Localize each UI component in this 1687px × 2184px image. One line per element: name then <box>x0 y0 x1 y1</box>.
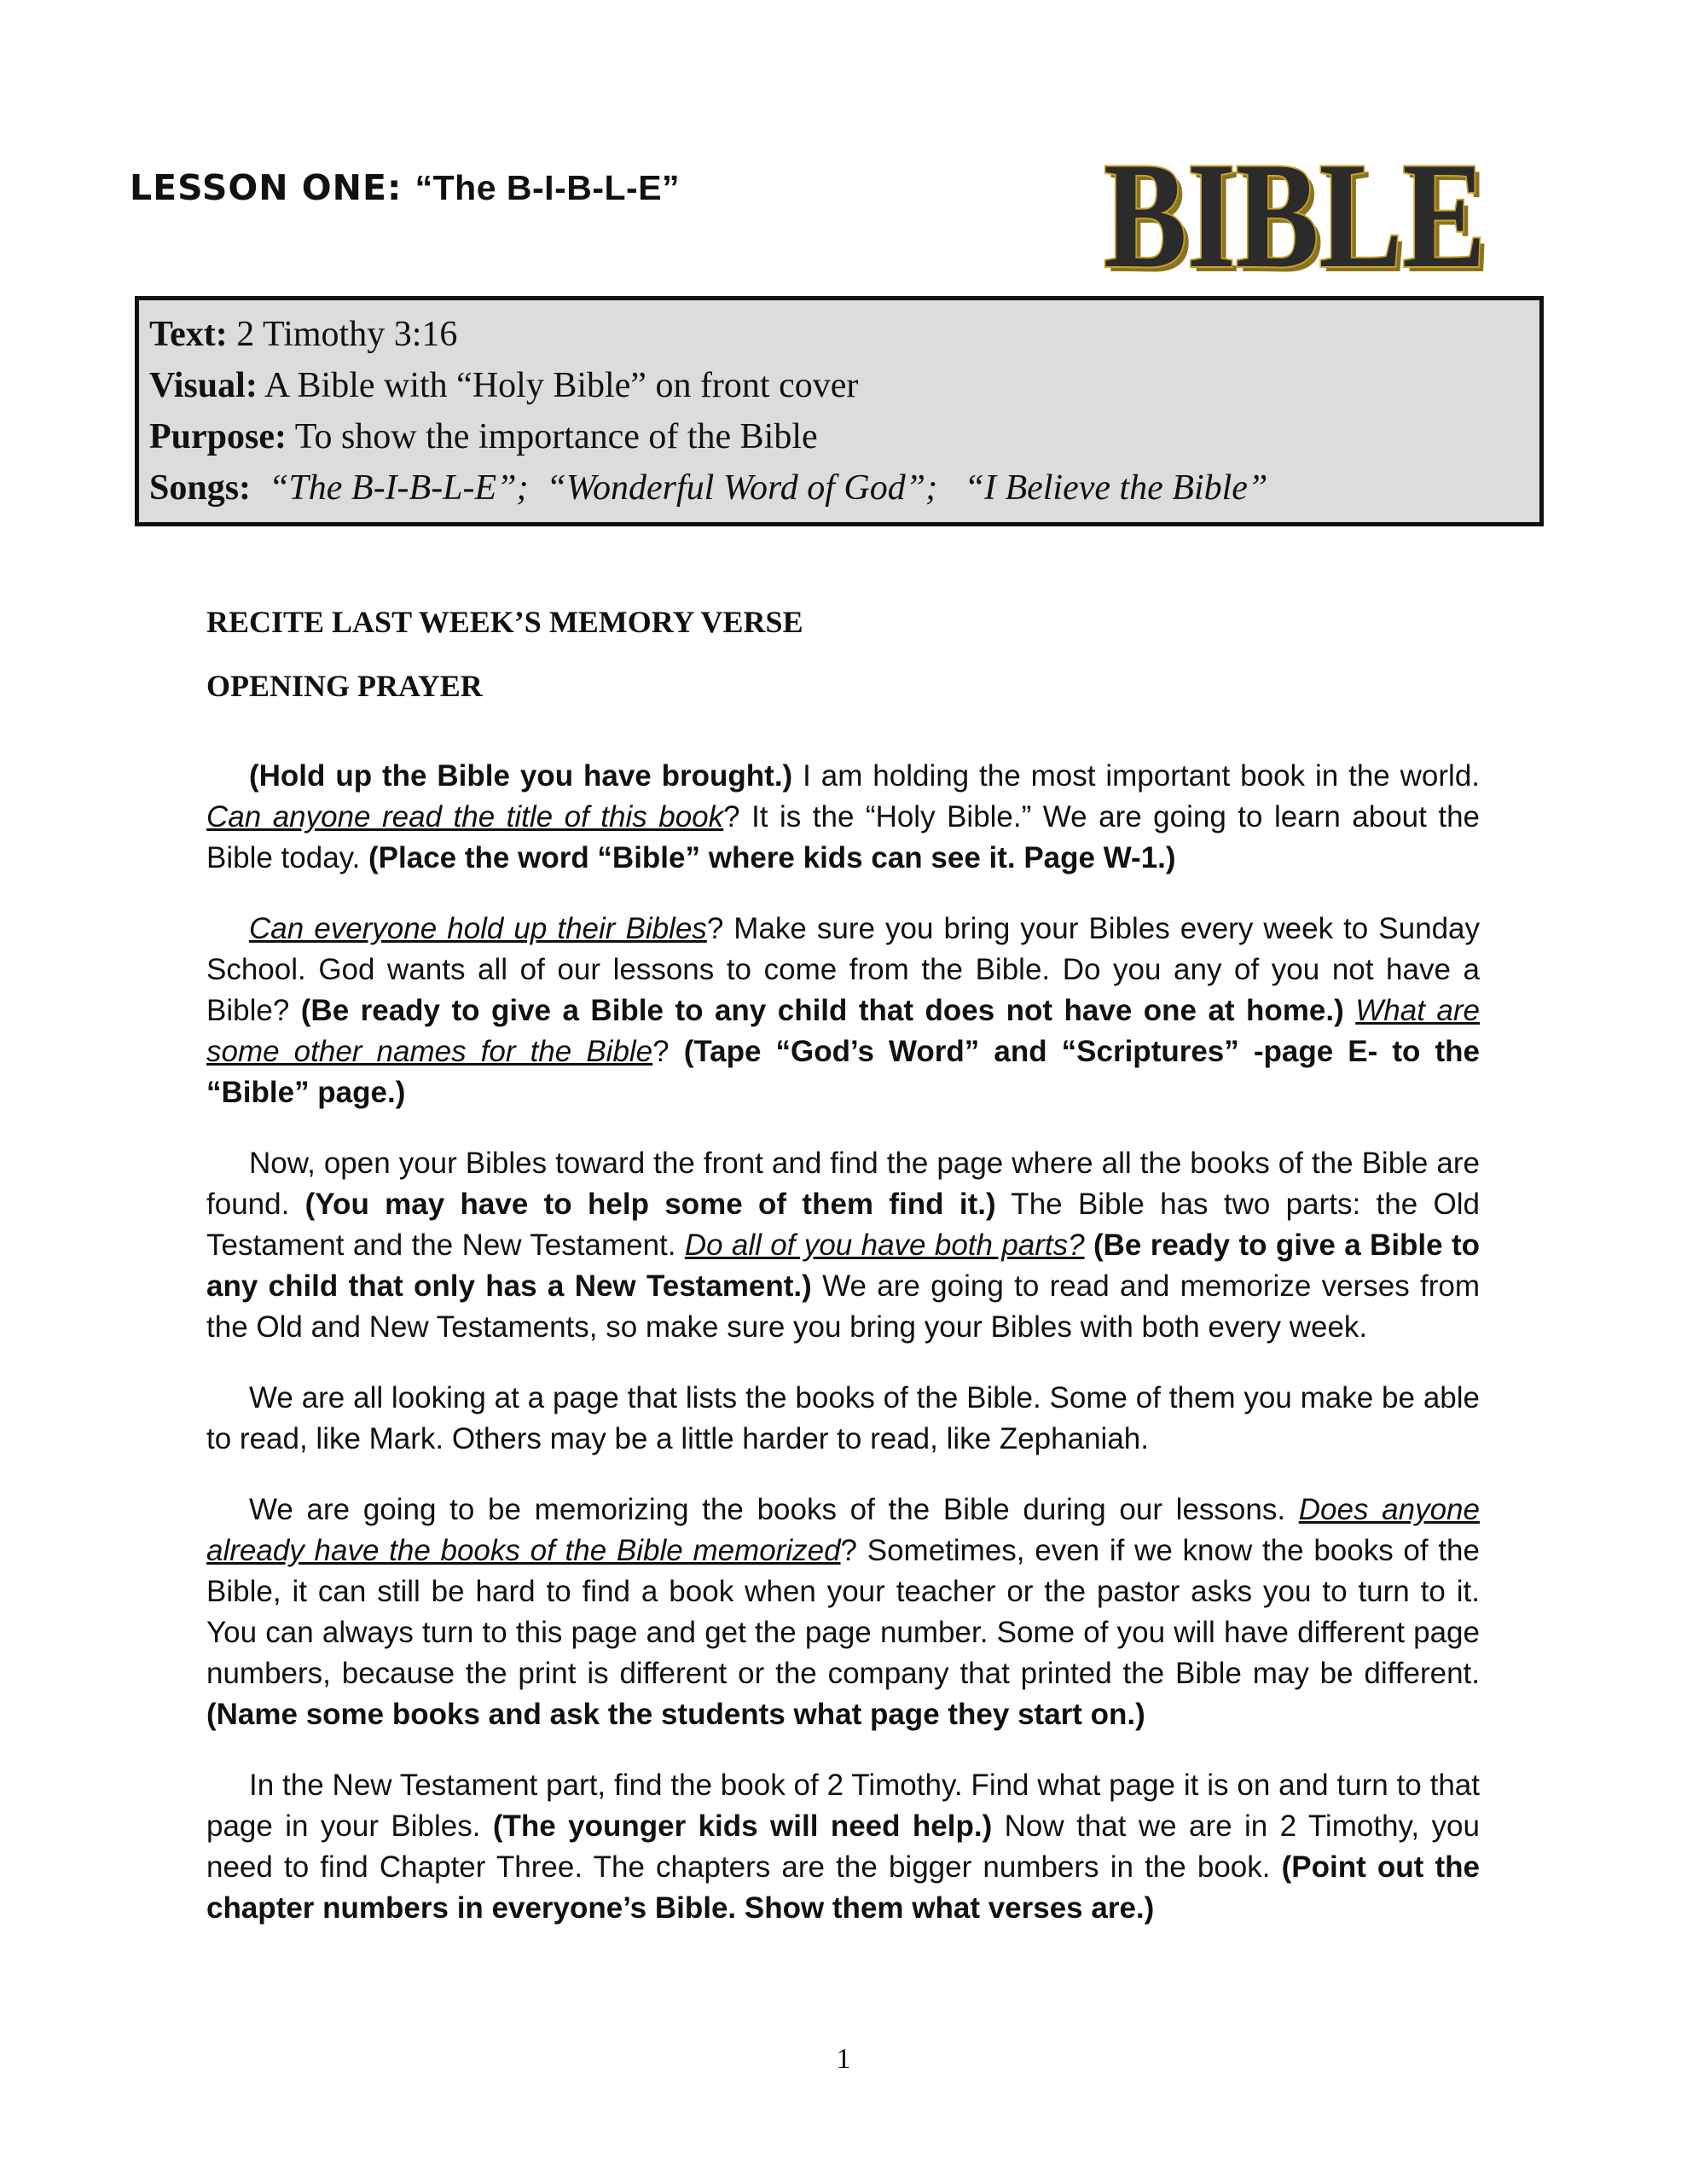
lesson-title-prefix: LESSON ONE: <box>130 167 415 208</box>
p2-text-2: ? <box>652 1035 684 1068</box>
paragraph-4 <box>206 1378 1480 1460</box>
paragraph-3 <box>206 1143 1480 1348</box>
p2-text: ? Make sure you bring your Bibles every week to Sunday School. God wants all of our lessons to come from the Bible. Do you any of you not have a Bible? <box>206 912 1480 1027</box>
p1-question: Can anyone read the title of this book <box>206 800 724 834</box>
paragraph-1 <box>206 756 1480 879</box>
p4-text: We are all looking at a page that lists the books of the Bible. Some of them you make be able to read, like Mark. Others may be a little harder to read, like Zephaniah. <box>206 1381 1480 1455</box>
info-text-value: 2 Timothy 3:16 <box>227 315 458 354</box>
p5-instruction: (Name some books and ask the students what page they start on.) <box>206 1698 1145 1731</box>
bible-logo-shadow: BIBLE <box>1109 136 1491 282</box>
p6-text: In the New Testament part, find the book of 2 Timothy. Find what page it is on and turn to that page in your Bibles. <box>206 1769 1480 1843</box>
lesson-title <box>130 167 680 208</box>
p3-space <box>1085 1228 1093 1262</box>
bible-logo-text: BIBLE <box>1104 136 1486 282</box>
p6-text-2: Now that we are in 2 Timothy, you need to find Chapter Three. The chapters are the bigger numbers in the book. <box>206 1809 1480 1884</box>
info-purpose-value: To show the importance of the Bible <box>287 417 818 456</box>
p1-text-2: ? It is the “Holy Bible.” We are going to learn about the Bible today. <box>206 800 1480 874</box>
info-songs-value: “The B-I-B-L-E”; “Wonderful Word of God”; “I Believe the Bible” <box>251 468 1268 508</box>
info-text-label: Text: <box>149 315 228 354</box>
p5-text: We are going to be memorizing the books of the Bible during our lessons. <box>249 1493 1299 1526</box>
p3-instruction-2: (Be ready to give a Bible to any child that only has a New Testament.) <box>206 1228 1480 1303</box>
lesson-info-box <box>135 296 1544 526</box>
p3-instruction: (You may have to help some of them find it.) <box>304 1188 996 1221</box>
p3-text: Now, open your Bibles toward the front and find the page where all the books of the Bible are found. <box>206 1147 1480 1221</box>
p2-instruction: (Be ready to give a Bible to any child that does not have one at home.) <box>300 994 1344 1027</box>
p6-instruction-2: (Point out the chapter numbers in everyone’s Bible. Show them what verses are.) <box>206 1850 1480 1925</box>
heading-opening-prayer: OPENING PRAYER <box>206 669 483 703</box>
p1-text: I am holding the most important book in the world. <box>792 759 1481 793</box>
paragraph-5 <box>206 1490 1480 1735</box>
p5-text-2: ? Sometimes, even if we know the books of the Bible, it can still be hard to find a book when your teacher or the pastor asks you to turn to it. You can always turn to this page and get the page number. Some of you will have different page numbers, because the print is different or the company that printed the Bible may be different. <box>206 1534 1480 1690</box>
p2-space <box>1344 994 1355 1027</box>
p3-text-3: We are going to read and memorize verses from the Old and New Testaments, so make sure you bring your Bibles with both every week. <box>206 1269 1480 1344</box>
info-songs-label: Songs: <box>149 468 252 508</box>
p2-question-2: What are some other names for the Bible <box>206 994 1480 1068</box>
info-visual-line <box>149 360 1539 411</box>
paragraph-2 <box>206 909 1480 1113</box>
bible-logo <box>1093 136 1494 282</box>
info-songs-line <box>149 462 1539 514</box>
p2-question: Can everyone hold up their Bibles <box>249 912 707 945</box>
info-purpose-line <box>149 411 1539 462</box>
info-visual-label: Visual: <box>149 366 258 405</box>
info-text-line <box>149 309 1539 360</box>
heading-recite-memory-verse: RECITE LAST WEEK’S MEMORY VERSE <box>206 605 803 639</box>
info-visual-value: A Bible with “Holy Bible” on front cover <box>257 366 859 405</box>
p6-instruction: (The younger kids will need help.) <box>492 1809 993 1843</box>
page-number: 1 <box>836 2043 851 2075</box>
paragraph-6 <box>206 1765 1480 1929</box>
info-purpose-label: Purpose: <box>149 417 287 456</box>
lesson-body <box>206 756 1480 1959</box>
lesson-title-quoted: “The B-I-B-L-E” <box>415 168 681 207</box>
p3-question: Do all of you have both parts? <box>684 1228 1085 1262</box>
p5-question: Does anyone already have the books of the Bible memorized <box>206 1493 1480 1567</box>
p2-instruction-2: (Tape “God’s Word” and “Scriptures” -page E- to the “Bible” page.) <box>206 1035 1480 1109</box>
p1-instruction: (Hold up the Bible you have brought.) <box>249 759 793 793</box>
p3-text-2: The Bible has two parts: the Old Testament and the New Testament. <box>206 1188 1480 1262</box>
p1-instruction-2: (Place the word “Bible” where kids can see it. Page W-1.) <box>368 841 1176 874</box>
